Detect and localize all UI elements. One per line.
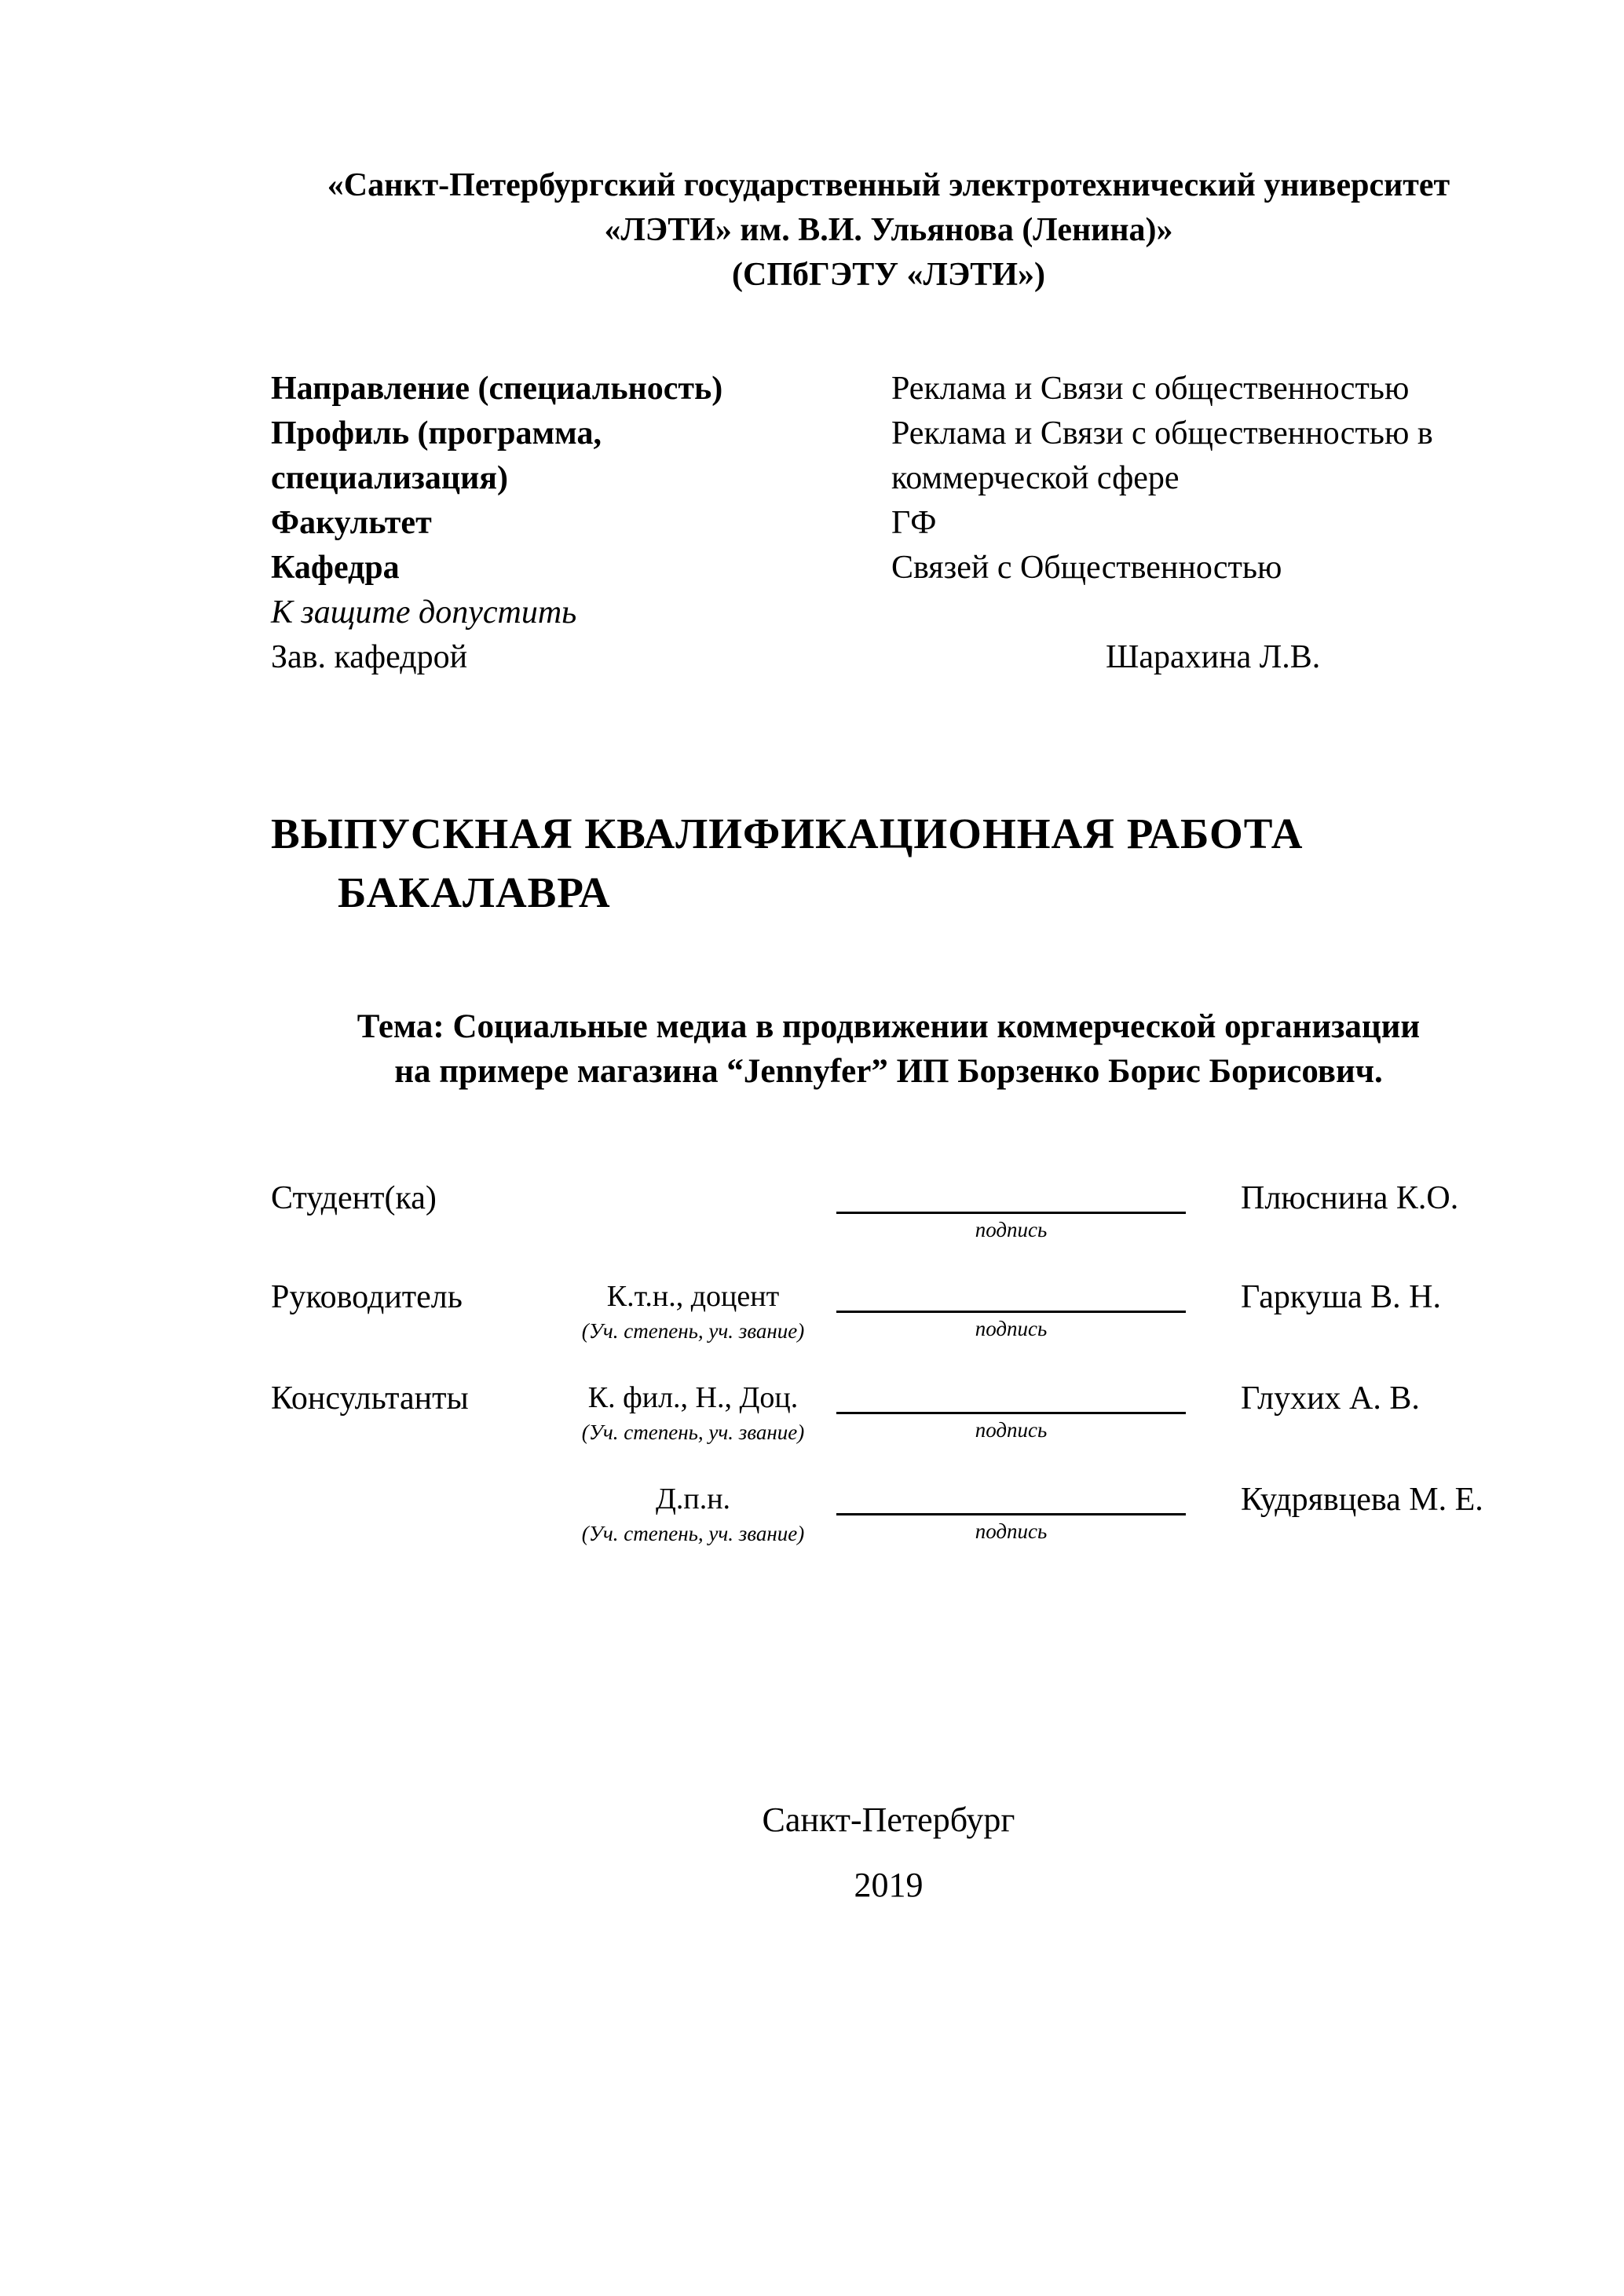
signature-block xyxy=(271,1179,1506,1546)
field-value: Реклама и Связи с общественностью xyxy=(891,371,1410,407)
signature-caption: подпись xyxy=(975,1418,1048,1442)
field-label: Факультет xyxy=(271,505,432,541)
field-label: Кафедра xyxy=(271,550,400,586)
thesis-topic xyxy=(271,1004,1506,1094)
signature-line-cell xyxy=(836,1278,1186,1341)
field-row-department xyxy=(271,546,1506,590)
signature-row-consultant-2 xyxy=(271,1480,1506,1546)
degree-caption: (Уч. степень, уч. звание) xyxy=(581,1420,805,1444)
role-label: Руководитель xyxy=(271,1279,463,1315)
signature-caption: подпись xyxy=(975,1218,1048,1241)
degree-cell xyxy=(550,1480,836,1546)
signature-row-consultant-1 xyxy=(271,1379,1506,1445)
thesis-title-line: ВЫПУСКНАЯ КВАЛИФИКАЦИОННАЯ РАБОТА xyxy=(271,810,1304,857)
university-name-line: «Санкт-Петербургский государственный электротехнический университет xyxy=(327,167,1450,203)
field-value: ГФ xyxy=(891,505,937,541)
department-head-row xyxy=(271,635,1506,680)
thesis-topic-line: на примере магазина “Jennyfer” ИП Борзенко Борис Борисович. xyxy=(394,1053,1383,1090)
signature-line xyxy=(836,1480,1186,1515)
signature-line-cell xyxy=(836,1179,1186,1242)
signatory-name: Плюснина К.О. xyxy=(1241,1180,1459,1216)
degree-caption: (Уч. степень, уч. звание) xyxy=(581,1319,805,1343)
signature-caption: подпись xyxy=(975,1317,1048,1340)
role-label: Консультанты xyxy=(271,1380,469,1417)
degree-caption: (Уч. степень, уч. звание) xyxy=(581,1522,805,1545)
thesis-topic-line: Тема: Социальные медиа в продвижении коммерческой организации xyxy=(357,1008,1421,1045)
signature-row-student xyxy=(271,1179,1506,1242)
footer-city: Санкт-Петербург xyxy=(762,1801,1015,1839)
department-head-value xyxy=(891,635,1506,680)
department-head-label: Зав. кафедрой xyxy=(271,639,468,675)
degree-label: К.т.н., доцент xyxy=(606,1280,780,1313)
signature-line xyxy=(836,1278,1186,1313)
program-fields xyxy=(271,367,1506,680)
field-label: Профиль (программа, специализация) xyxy=(271,415,602,496)
degree-cell xyxy=(550,1278,836,1344)
role-label: Студент(ка) xyxy=(271,1180,437,1216)
thesis-title xyxy=(271,804,1506,922)
degree-label: Д.п.н. xyxy=(655,1483,731,1515)
university-abbreviation: (СПбГЭТУ «ЛЭТИ») xyxy=(732,257,1045,293)
field-label: Направление (специальность) xyxy=(271,371,723,407)
signature-line xyxy=(836,1379,1186,1414)
field-row-specialty xyxy=(271,367,1506,411)
signatory-name: Гаркуша В. Н. xyxy=(1241,1279,1442,1315)
field-row-profile xyxy=(271,411,1506,501)
admission-note: К защите допустить xyxy=(271,594,577,631)
thesis-title-line: БАКАЛАВРА xyxy=(338,868,611,916)
field-value: Реклама и Связи с общественностью в коммерческой сфере xyxy=(891,415,1433,496)
university-header xyxy=(271,0,1506,298)
department-head-name: Шарахина Л.В. xyxy=(1106,639,1321,675)
signature-caption: подпись xyxy=(975,1519,1048,1543)
field-value: Связей с Общественностью xyxy=(891,550,1282,586)
page-footer xyxy=(271,1797,1506,1907)
degree-cell xyxy=(550,1379,836,1445)
field-row-faculty xyxy=(271,501,1506,546)
university-name-line: «ЛЭТИ» им. В.И. Ульянова (Ленина)» xyxy=(604,212,1173,248)
signature-line-cell xyxy=(836,1480,1186,1544)
signature-line xyxy=(836,1179,1186,1214)
signatory-name: Кудрявцева М. Е. xyxy=(1241,1482,1483,1518)
signature-line-cell xyxy=(836,1379,1186,1442)
footer-year: 2019 xyxy=(854,1866,924,1904)
page-content xyxy=(271,0,1506,1907)
degree-label: К. фил., Н., Доц. xyxy=(587,1381,799,1414)
signatory-name: Глухих А. В. xyxy=(1241,1380,1420,1417)
admission-note-row xyxy=(271,590,1506,635)
signature-row-supervisor xyxy=(271,1278,1506,1344)
